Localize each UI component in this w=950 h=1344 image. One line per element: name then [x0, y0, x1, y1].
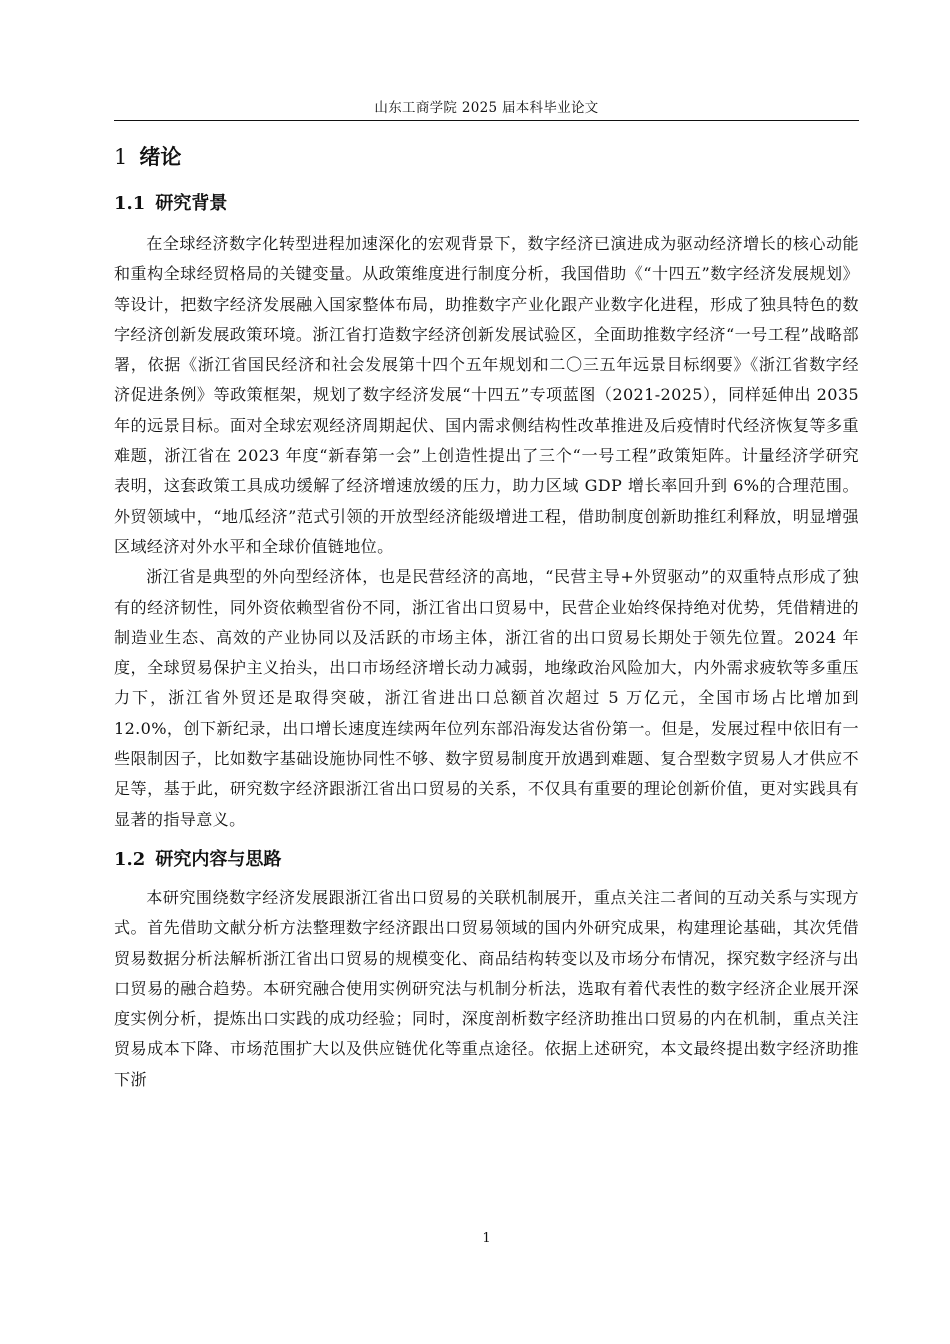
- page-content: [114, 142, 859, 1095]
- section-heading-1-1: [114, 189, 859, 219]
- body-paragraph: 浙江省是典型的外向型经济体，也是民营经济的高地，“民营主导+外贸驱动”的双重特点形成了独有的经济韧性，同外资依赖型省份不同，浙江省出口贸易中，民营企业始终保持绝对优势，凭借精进的制造业生态、高效的产业协同以及活跃的市场主体，浙江省的出口贸易长期处于领先位置。2024 年度，全球贸易保护主义抬头，出口市场经济增长动力减弱，地缘政治风险加大，内外需求疲软等多重压力下，浙江省外贸还是取得突破，浙江省进出口总额首次超过 5 万亿元，全国市场占比增加到 12.0%，创下新纪录，出口增长速度连续两年位列东部沿海发达省份第一。但是，发展过程中依旧有一些限制因子，比如数字基础设施协同性不够、数字贸易制度开放遇到难题、复合型数字贸易人才供应不足等，基于此，研究数字经济跟浙江省出口贸易的关系，不仅具有重要的理论创新价值，更对实践具有显著的指导意义。: [114, 567, 859, 829]
- chapter-title: [114, 142, 859, 172]
- section-title-text: 研究背景: [155, 193, 228, 214]
- section-title-text: 研究内容与思路: [155, 848, 282, 870]
- body-paragraph: 本研究围绕数字经济发展跟浙江省出口贸易的关联机制展开，重点关注二者间的互动关系与实现方式。首先借助文献分析方法整理数字经济跟出口贸易领域的国内外研究成果，构建理论基础，其次凭借贸易数据分析法解析浙江省出口贸易的规模变化、商品结构转变以及市场分布情况，探究数字经济与出口贸易的融合趋势。本研究融合使用实例研究法与机制分析法，选取有着代表性的数字经济企业展开深度实例分析，提炼出口实践的成功经验；同时，深度剖析数字经济助推出口贸易的内在机制，重点关注贸易成本下降、市场范围扩大以及供应链优化等重点途径。依据上述研究，本文最终提出数字经济助推下浙: [114, 887, 859, 1089]
- chapter-title-text: 绪论: [139, 144, 182, 169]
- body-paragraph: 在全球经济数字化转型进程加速深化的宏观背景下，数字经济已演进成为驱动经济增长的核心动能和重构全球经贸格局的关键变量。从政策维度进行制度分析，我国借助《“十四五”数字经济发展规划》等设计，把数字经济发展融入国家整体布局，助推数字产业化跟产业数字化进程，形成了独具特色的数字经济创新发展政策环境。浙江省打造数字经济创新发展试验区，全面助推数字经济“一号工程”战略部署，依据《浙江省国民经济和社会发展第十四个五年规划和二〇三五年远景目标纲要》《浙江省数字经济促进条例》等政策框架，规划了数字经济发展“十四五”专项蓝图（2021-2025），同样延伸出 2035 年的远景目标。面对全球宏观经济周期起伏、国内需求侧结构性改革推进及后疫情时代经济恢复等多重难题，浙江省在 2023 年度“新春第一会”上创造性提出了三个“一号工程”政策矩阵。计量经济学研究表明，这套政策工具成功缓解了经济增速放缓的压力，助力区域 GDP 增长率回升到 6%的合理范围。外贸领域中，“地瓜经济”范式引领的开放型经济能级增进工程，借助制度创新助推红利释放，明显增强区域经济对外水平和全球价值链地位。: [114, 234, 859, 556]
- section-number: 1.1: [114, 193, 146, 214]
- header-rule: [114, 120, 859, 121]
- section-number: 1.2: [114, 848, 146, 870]
- page-number: 1: [482, 1231, 491, 1246]
- running-header: 山东工商学院 2025 届本科毕业论文: [374, 100, 599, 116]
- chapter-number: 1: [114, 145, 128, 169]
- section-heading-1-2: [114, 845, 859, 875]
